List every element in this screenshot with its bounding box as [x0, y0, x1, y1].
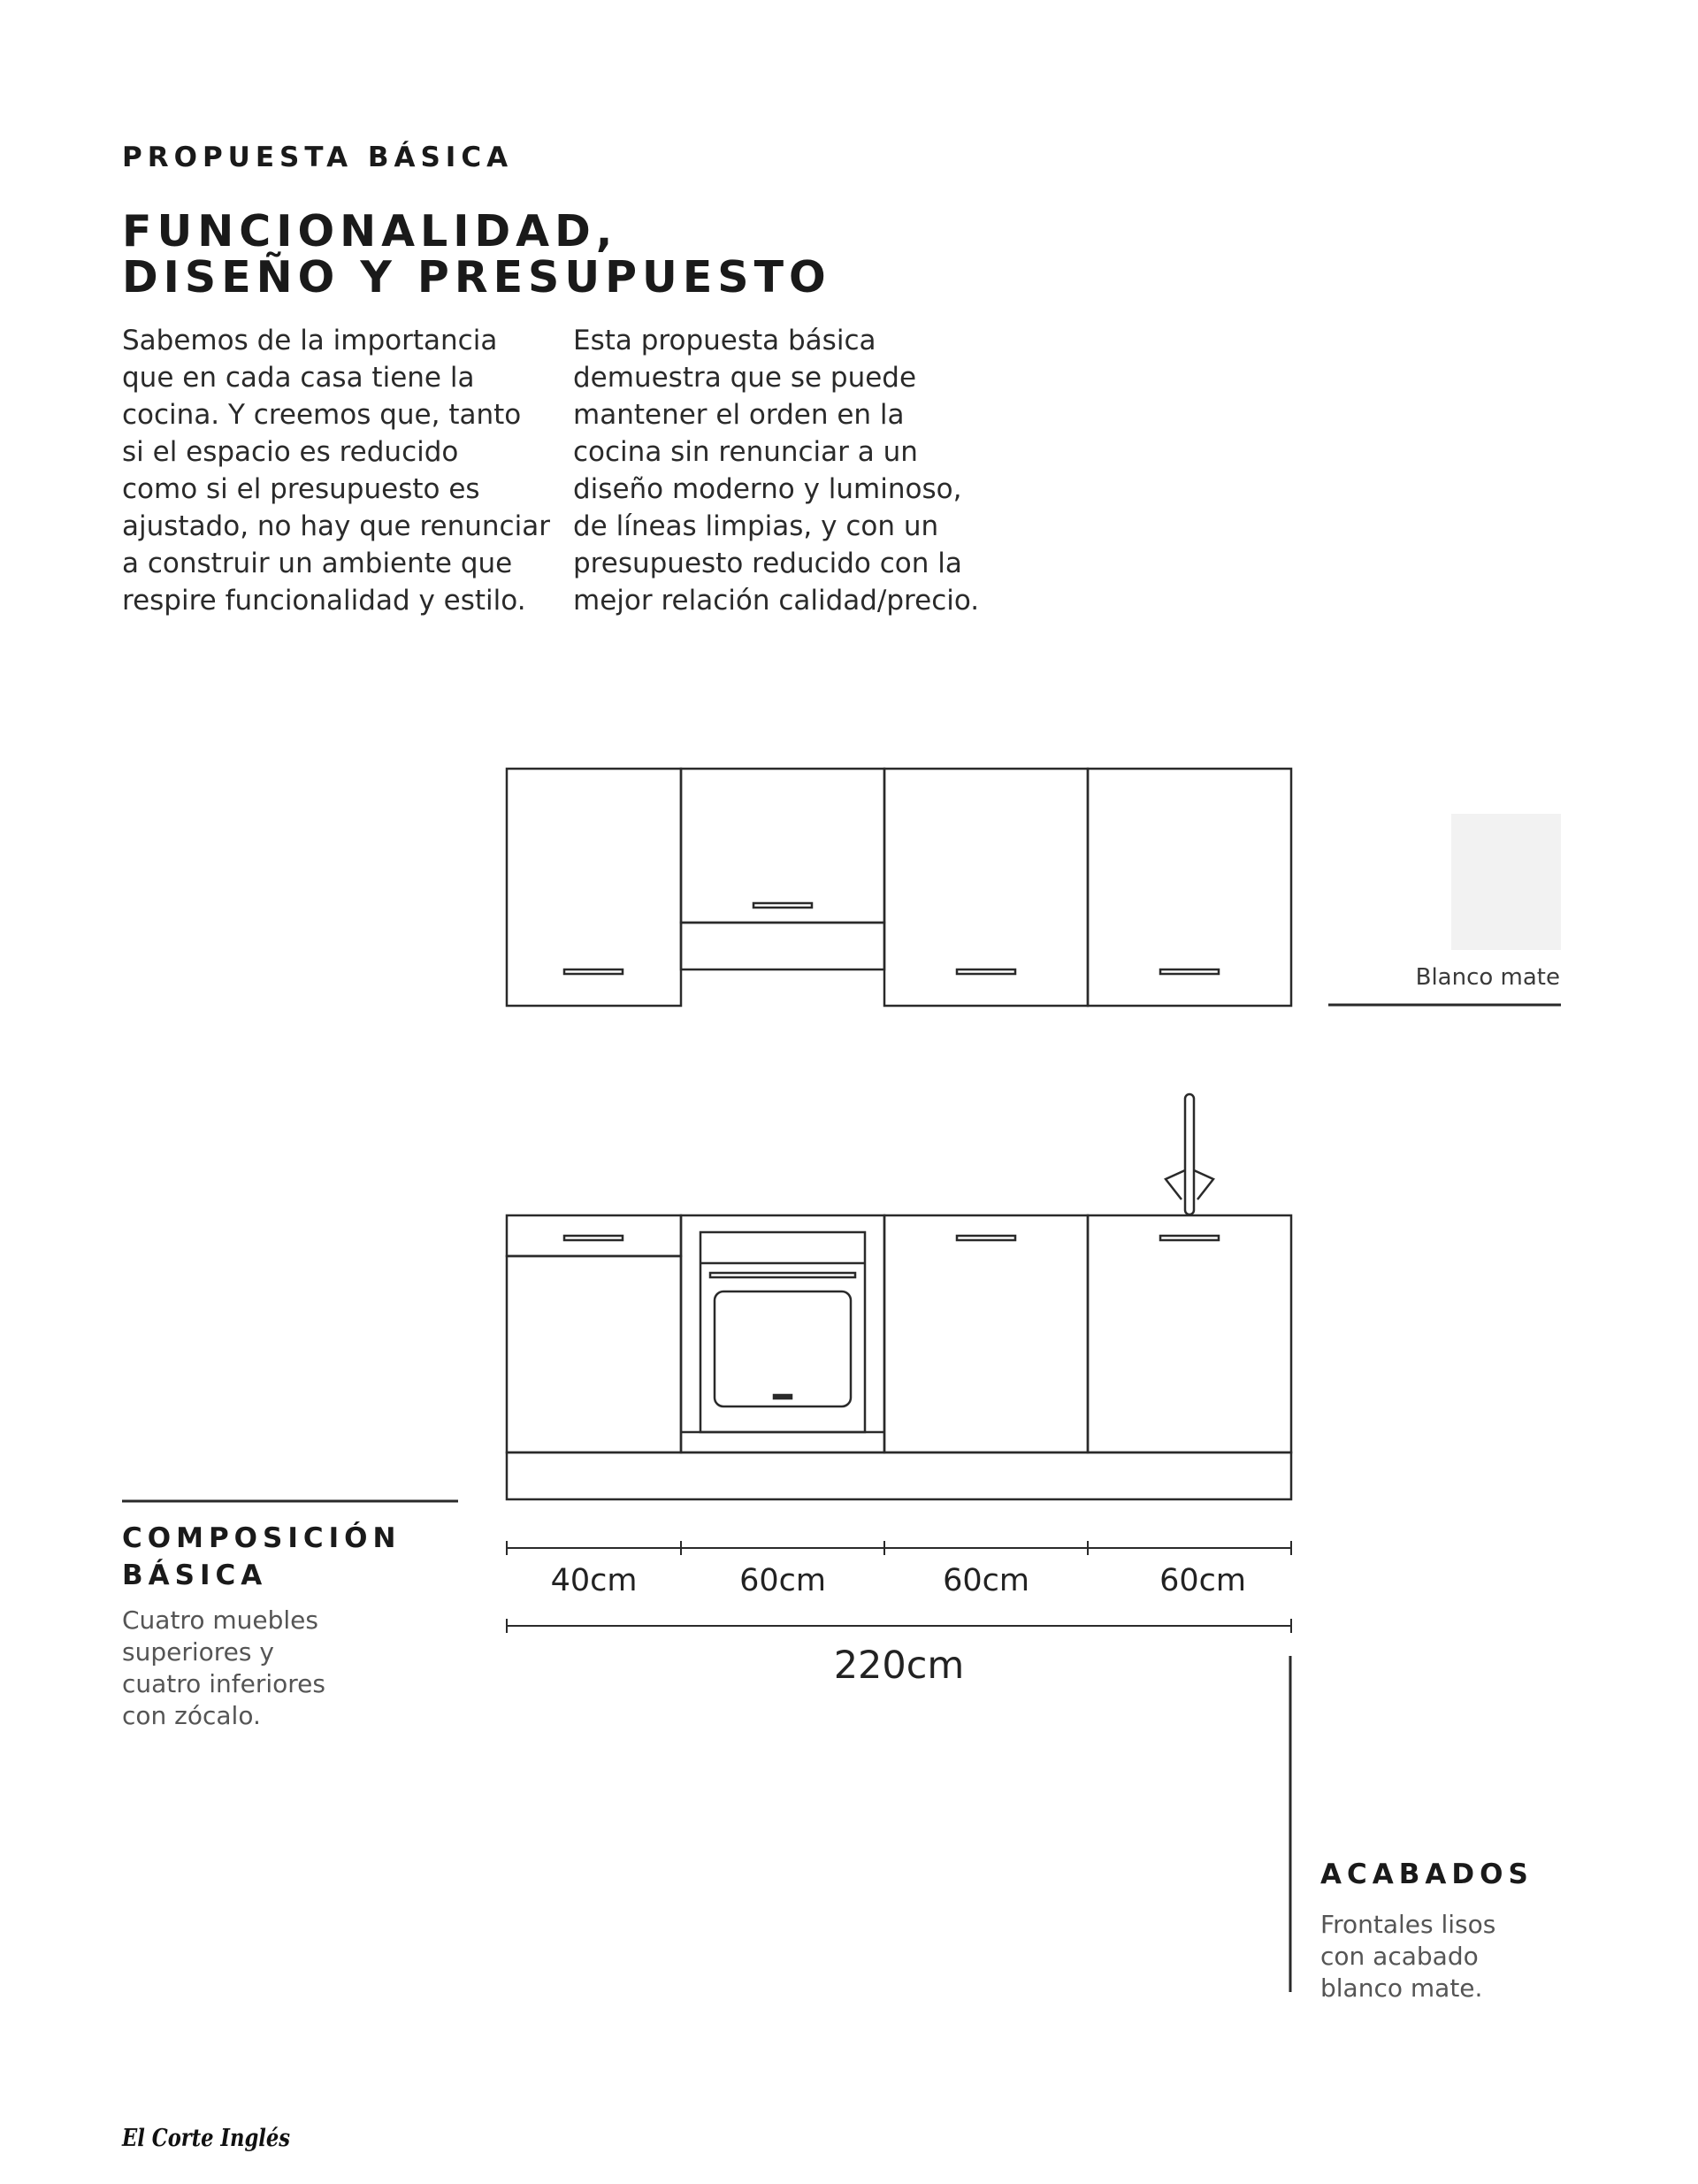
- plinth: [507, 1452, 1291, 1499]
- composition-body: [122, 1605, 325, 1732]
- oven-handle: [710, 1273, 855, 1277]
- composition-body-line: Cuatro muebles: [122, 1605, 318, 1635]
- intro-right-line: de líneas limpias, y con un: [573, 510, 939, 542]
- dimension-label: 60cm: [739, 1563, 826, 1598]
- lower-cabinet-1: [507, 1256, 681, 1452]
- dimension-label: 60cm: [1159, 1563, 1246, 1598]
- intro-left-line: respire funcionalidad y estilo.: [122, 585, 526, 617]
- handle: [564, 969, 623, 974]
- page-title-line-1: FUNCIONALIDAD,: [122, 206, 618, 257]
- intro-right-line: diseño moderno y luminoso,: [573, 473, 962, 505]
- finishes-title: [1320, 1856, 1534, 1893]
- oven-indicator: [774, 1395, 792, 1399]
- handle: [957, 1236, 1015, 1240]
- intro-right-line: mejor relación calidad/precio.: [573, 585, 980, 617]
- handle: [753, 903, 812, 908]
- upper-cabinets: [507, 769, 1291, 1006]
- intro-right-line: cocina sin renunciar a un: [573, 436, 918, 468]
- composition-title-line: BÁSICA: [122, 1559, 268, 1591]
- lower-cabinets: [507, 1215, 1291, 1499]
- composition-body-line: superiores y: [122, 1637, 274, 1667]
- finishes-body-line: con acabado: [1320, 1942, 1479, 1971]
- page-title-line-2: DISEÑO Y PRESUPUESTO: [122, 252, 831, 303]
- finishes-body-line: Frontales lisos: [1320, 1910, 1496, 1939]
- intro-left-line: que en cada casa tiene la: [122, 362, 475, 394]
- intro-left-line: si el espacio es reducido: [122, 436, 459, 468]
- intro-left-line: Sabemos de la importancia: [122, 325, 498, 356]
- composition-title-line: COMPOSICIÓN: [122, 1522, 402, 1554]
- dimension-label: 60cm: [943, 1563, 1029, 1598]
- intro-right-line: mantener el orden en la: [573, 399, 905, 431]
- section-kicker: PROPUESTA BÁSICA: [122, 142, 514, 173]
- lower-cabinet-3: [884, 1215, 1088, 1452]
- upper-cabinet-2: [681, 769, 884, 923]
- intro-right-line: presupuesto reducido con la: [573, 548, 962, 579]
- handle: [957, 969, 1015, 974]
- oven-module: [681, 1215, 884, 1452]
- composition-body-line: cuatro inferiores: [122, 1669, 325, 1698]
- finish-swatch: [1451, 814, 1561, 950]
- lower-cabinet-4: [1088, 1215, 1291, 1452]
- brand-logo-text: El Corte Inglés: [121, 2125, 290, 2152]
- composition-body-line: con zócalo.: [122, 1701, 261, 1730]
- intro-left-line: como si el presupuesto es: [122, 473, 480, 505]
- brand-logo: [120, 2105, 315, 2167]
- intro-left-line: cocina. Y creemos que, tanto: [122, 399, 522, 431]
- dimension-label: 40cm: [550, 1563, 638, 1598]
- handle: [1160, 1236, 1219, 1240]
- upper-cabinet-2-lower-panel: [681, 923, 884, 969]
- faucet-icon: [1166, 1094, 1213, 1215]
- intro-right-line: demuestra que se puede: [573, 362, 917, 394]
- finish-swatch-label: Blanco mate: [1415, 964, 1560, 991]
- finishes-title-line: ACABADOS: [1320, 1858, 1534, 1890]
- intro-left-line: ajustado, no hay que renunciar: [122, 510, 550, 542]
- oven-window: [715, 1291, 851, 1406]
- finishes-body-line: blanco mate.: [1320, 1973, 1483, 2003]
- handle: [1160, 969, 1219, 974]
- finishes-body: [1320, 1909, 1495, 2004]
- dimension-total: 220cm: [833, 1644, 965, 1688]
- composition-title: [122, 1520, 401, 1594]
- intro-left-line: a construir un ambiente que: [122, 548, 513, 579]
- intro-right-line: Esta propuesta básica: [573, 325, 876, 356]
- handle: [564, 1236, 623, 1240]
